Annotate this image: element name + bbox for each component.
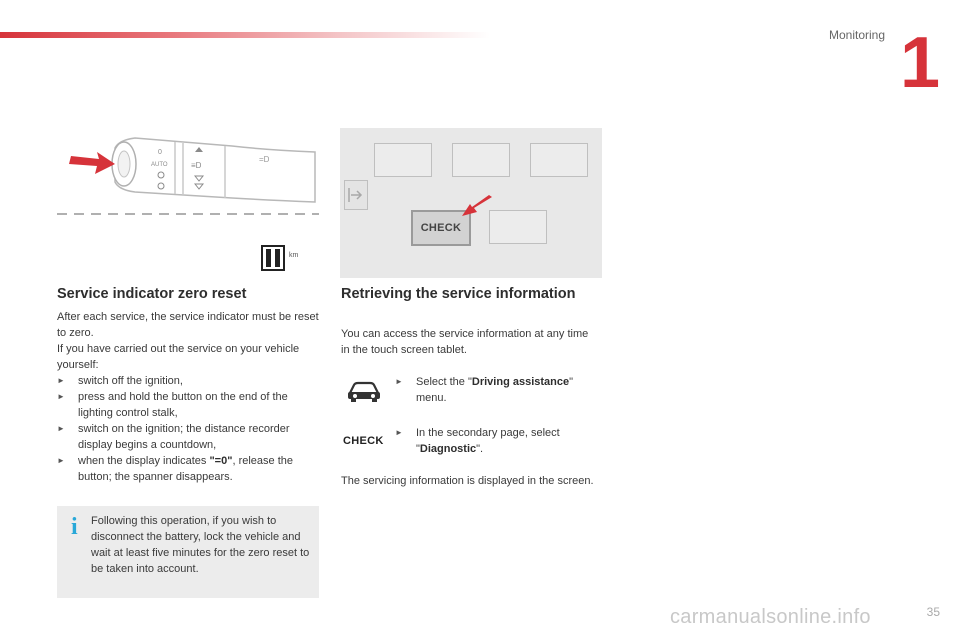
section-heading: Service indicator zero reset: [57, 286, 247, 302]
lighting-stalk-illustration: [57, 128, 319, 278]
paragraph: The servicing information is displayed in the screen.: [341, 475, 594, 487]
page-number: 35: [926, 605, 940, 619]
info-note: [57, 506, 319, 598]
screen-tile: [489, 210, 547, 244]
info-icon: i: [71, 514, 78, 540]
svg-text:≡D: ≡D: [191, 161, 202, 170]
watermark: carmanualsonline.info: [670, 606, 871, 628]
display-value: "=0": [209, 455, 233, 467]
list-item: ► press and hold the button on the end of the lighting control stalk,: [57, 389, 319, 421]
red-arrow-icon: [458, 194, 494, 220]
check-icon: CHECK: [343, 435, 384, 447]
step-text: ".: [476, 443, 484, 455]
list-item: ► switch off the ignition,: [57, 373, 319, 389]
section-title: Monitoring: [828, 28, 885, 42]
step-select-diagnostic: ► In the secondary page, select "Diagnostic".: [395, 427, 560, 455]
service-reset-section: [57, 286, 319, 303]
list-item: ► switch on the ignition; the distance recorder display begins a countdown,: [57, 421, 319, 453]
step-select-menu: ► Select the "Driving assistance" menu.: [395, 376, 574, 404]
step-text: , release the button; the spanner disappears.: [78, 455, 293, 483]
step-text: when the display indicates: [78, 455, 210, 467]
step-text: Select the ": [416, 376, 472, 388]
section-heading: Retrieving the service information: [341, 286, 576, 302]
check-button-illustration: CHECK: [411, 210, 471, 246]
chapter-number: 1: [900, 23, 941, 103]
back-arrow-icon: [345, 181, 367, 209]
svg-text:=D: =D: [259, 155, 270, 164]
reset-steps-list: [57, 373, 319, 485]
screen-tile: [452, 143, 510, 177]
menu-name: Driving assistance: [471, 376, 570, 388]
list-item: [57, 453, 319, 485]
paragraph: After each service, the service indicator must be reset to zero.: [57, 311, 319, 339]
screen-tile: [530, 143, 588, 177]
svg-text:0: 0: [158, 149, 162, 156]
retrieve-info-section: [341, 286, 603, 303]
paragraph: You can access the service information at any time in the touch screen tablet.: [341, 328, 589, 356]
km-unit: km: [289, 252, 299, 259]
car-icon: [344, 379, 384, 403]
screen-tile: [374, 143, 432, 177]
back-tile: [344, 180, 368, 210]
paragraph: If you have carried out the service on your vehicle yourself:: [57, 343, 300, 371]
option-name: Diagnostic: [419, 443, 477, 455]
step-text: In the secondary page, select ": [416, 427, 560, 455]
note-text: Following this operation, if you wish to disconnect the battery, lock the vehicle and wait at least five minutes for the zero reset to be taken into account.: [91, 515, 310, 575]
step-text: " menu.: [416, 376, 574, 404]
touch-screen-illustration: [340, 128, 602, 278]
auto-symbol: AUTO: [151, 162, 168, 168]
header-accent-bar: [0, 32, 490, 38]
